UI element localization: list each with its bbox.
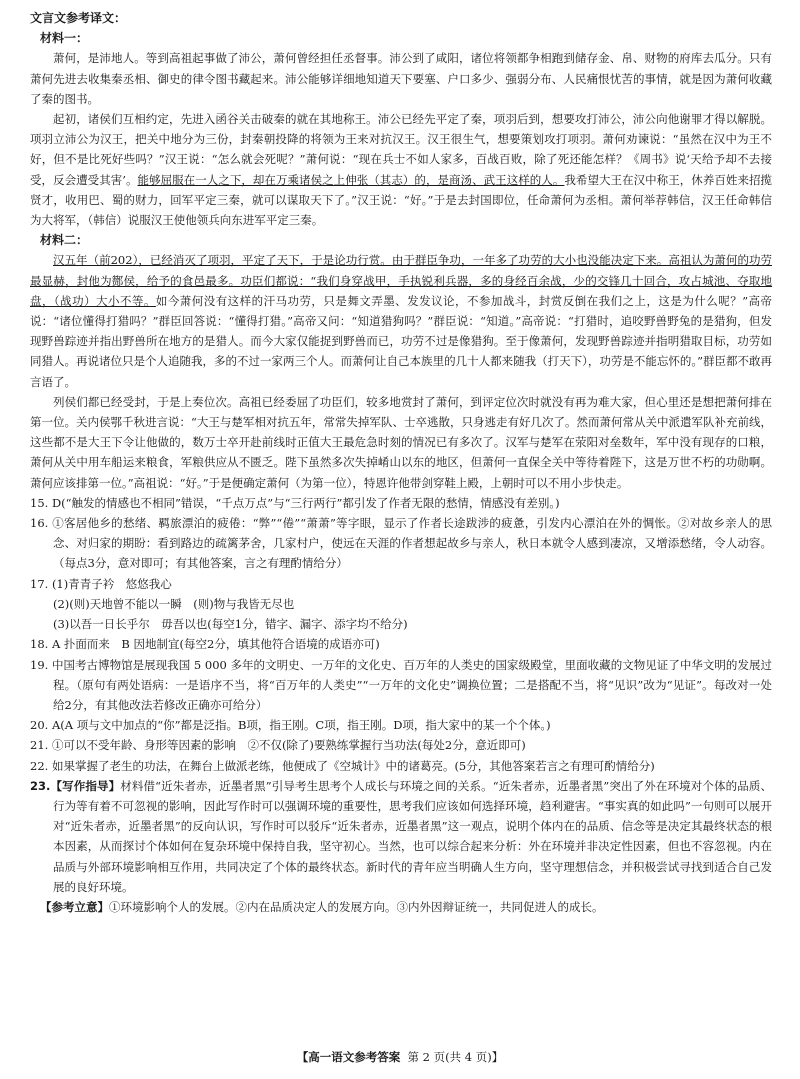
answer-19: 19. 中国考古博物馆是展现我国 5 000 多年的文明史、一万年的文化史、百万年的人类史的国家级殿堂，里面收藏的文物见证了中华文明的发展过程。（原句有两处语病：一是语序不当，将“百万年的人类史”“一万年的文化史”调换位置；二是搭配不当，将“见识”改为“见证”。每改对一处给2分，有其他改法若修改正确亦可给分） [30,657,772,712]
material-2-paragraph-1 [30,250,772,391]
answer-17-3: (3)以吾一日长乎尔 毋吾以也(每空1分，错字、漏字、添字均不给分) [53,617,408,632]
page-footer [0,1049,800,1065]
underlined-sentence: 汉五年（前202），已经消灭了项羽，平定了天下，于是论功行赏。由于群臣争功，一年多了功劳的大小也没能决定下来。高祖认为萧何的功劳最显赫，封他为酂侯，给予的食邑最多。功臣们都说：“我们身穿战甲，手执锐利兵器，多的身经百余战，少的交锋几十回 [30,253,772,288]
translation-heading: 文言文参考译文： [30,11,127,25]
answer-23 [30,776,772,897]
underlined-sentence: 合，攻占城池、夺取地盘，（战功）大小不等。 [30,273,773,308]
footer-label: 【高一语文参考答案 [296,1050,401,1064]
underlined-sentence: 能够屈服在一人之下，却在万乘诸侯之上伸张（其志）的，是商汤、武王这样的人。 [137,172,565,187]
answer-20: 20. A(A 项与文中加点的“你”都是泛指。B项，指王刚。C项，指王刚。D项，指大家中的某一个个体。) [30,718,551,733]
answer-17-1: 17. (1)青青子衿 悠悠我心 [30,576,172,591]
text-segment: 如今萧何没有这样的汗马功劳，只是舞文弄墨、发发议论，不参加战斗，封赏反倒在我们之上，这是为什么呢？”高帝说：“诸位懂得打猎吗？”群臣回答说：“懂得打猎。”高帝又问：“知道猎狗吗？”群臣说：“知道。”高帝说：“打猎时，追咬野兽野兔的是猎狗，但发现野兽踪迹并指出野兽所在地方的是猎人。而今大家仅能捉到野兽而已，功劳不过是像猎狗。至于像萧何，发现野兽踪迹并指明猎取目标，功劳如同猎人。再说诸位只是个人追随我，多的不过一家两三个人。而萧何让自己本族里的几十人都来随我（打天下），功劳是不能忘怀的。”群臣都不敢再言语了。 [30,293,773,389]
material-1-label: 材料一： [40,31,89,46]
answer-17-2: (2)(则)天地曾不能以一瞬 (则)物与我皆无尽也 [53,596,295,611]
answer-21: 21. ①可以不受年龄、身形等因素的影响 ②不仅(除了)要熟练掌握行当功法(每处2分，意近即可) [30,738,526,753]
footer-page-number: 第 2 页(共 4 页)】 [407,1050,504,1064]
reference-theme-text: ①环境影响个人的发展。②内在品质决定人的发展方向。③内外因辩证统一，共同促进人的成长。 [109,899,604,914]
material-1-paragraph-2 [30,109,772,230]
material-2-paragraph-2: 列侯们都已经受封，于是上奏位次。高祖已经委屈了功臣们，较多地赏封了萧何，到评定位次时就没有再为难大家，但心里还是想把萧何排在第一位。关内侯鄂千秋进言说：“大王与楚军相对抗五年，常常失掉军队、士卒逃散，只身逃走有好几次了。然而萧何常从关中派遣军队补充前线，这些都不是大王下令让他做的，数万士卒开赴前线时正值大王最危急时刻的情况已有多次了。汉军与楚军在荥阳对垒数年，军中没有现存的口粮，萧何从关中用车船运来粮食，军粮供应从不匮乏。陛下虽然多次失掉崤山以东的地区，但萧何一直保全关中等待着陛下，这是万世不朽的功勋啊。萧何应该排第一位。”高祖说：“好。”于是便确定萧何（为第一位），特恩许他带剑穿鞋上殿，上朝时可以不用小步快走。 [30,394,772,490]
answer-16: 16. ①客居他乡的愁绪、羁旅漂泊的疲倦：“弊”“倦”“萧萧”等字眼，显示了作者长途跋涉的疲惫，引发内心漂泊在外的惆怅。②对故乡亲人的思念、对归家的期盼：看到路边的疏篱茅舍，几家村户，使远在天涯的作者想起故乡与亲人，秋日本就令人感到凄凉，又增添愁绪，令人动容。（每点3分，意对即可；有其他答案，言之有理酌情给分） [30,516,772,571]
answer-22: 22. 如果掌握了老生的功法，在舞台上做派老练，他便成了《空城计》中的诸葛亮。(5分，其他答案若言之有理可酌情给分) [30,758,655,773]
material-2-label: 材料二： [40,233,89,248]
reference-theme [30,897,772,917]
answer-18: 18. A 扑面而来 B 因地制宜(每空2分，填其他符合语境的成语亦可) [30,637,380,652]
reference-theme-label: 【参考立意】 [40,899,109,914]
material-1-paragraph-1: 萧何，是沛地人。等到高祖起事做了沛公，萧何曾经担任丞督事。沛公到了咸阳，诸位将领都争相跑到储存金、帛、财物的府库去瓜分。只有萧何先进去收集秦丞相、御史的律令图书藏起来。沛公能够详细地知道天下要塞、户口多少、强弱分布、人民痛恨忧苦的事情，就是因为萧何收藏了秦的图书。 [30,51,772,106]
text-segment: 起初，诸侯们互相约定，先进入函谷关击破秦的就在其地称王。沛公已经先平定了秦，项羽后到，想要攻打沛公，沛公向他谢罪才得以解脱。项羽立沛公为汉王，把关中地分为三份，封秦朝投降的将领为王来对抗汉王。汉王很生气，想要策划攻打项羽。萧何劝谏说：“虽然在汉中为王不好，但不是比死好些吗？”汉王说：“怎么就会死呢？”萧何说：“现在兵士不如人家多，百战百败，除了死还能怎样？《周书》说‘天给予却不去接受，反会遭受其害’。 [30,112,772,187]
text-segment: 我希望大王在汉中称王，休养百姓来招揽贤才，收用巴、蜀的财力，回军平定三秦，就可以谋取天下了。”汉王说：“好。”于是去封国即位，任命萧何为丞相。萧何举荐韩信，汉王任命韩信为大将军，（韩信）说服汉王使他领兵向东进军平定三秦。 [30,172,773,228]
writing-guide-text: 材料借“近朱者赤，近墨者黑”引导考生思考个人成长与环境之间的关系。“近朱者赤，近墨者黑”突出了外在环境对个体的品质、行为等有着不可忽视的影响，因此写作时可以强调环境的重要性，思考我们应该如何选择环境，趋利避害。“事实真的如此吗”一句则可以展开对“近朱者赤，近墨者黑”的反向认识，写作时可以驳斥“近朱者赤，近墨者黑”这一观点，说明个体内在的品质、信念等是决定其最终状态的根本因素，从而探讨个体如何在复杂环境中保持自我，坚守初心。当然，也可以综合起来分析：外在环境并非决定性因素，但也不容忽视。内在品质与外部环境影响相互作用，共同决定了个体的最终状态。新时代的青年应当明确人生方向，坚守理想信念，并积极尝试寻找到适合自己发展的良好环境。 [53,778,772,894]
answer-15: 15. D(“触发的情感也不相同”错误，“千点万点”与“三行两行”都引发了作者无限的愁情，情感没有差别。) [30,495,560,510]
writing-guide-label: 23.【写作指导】 [30,778,121,793]
